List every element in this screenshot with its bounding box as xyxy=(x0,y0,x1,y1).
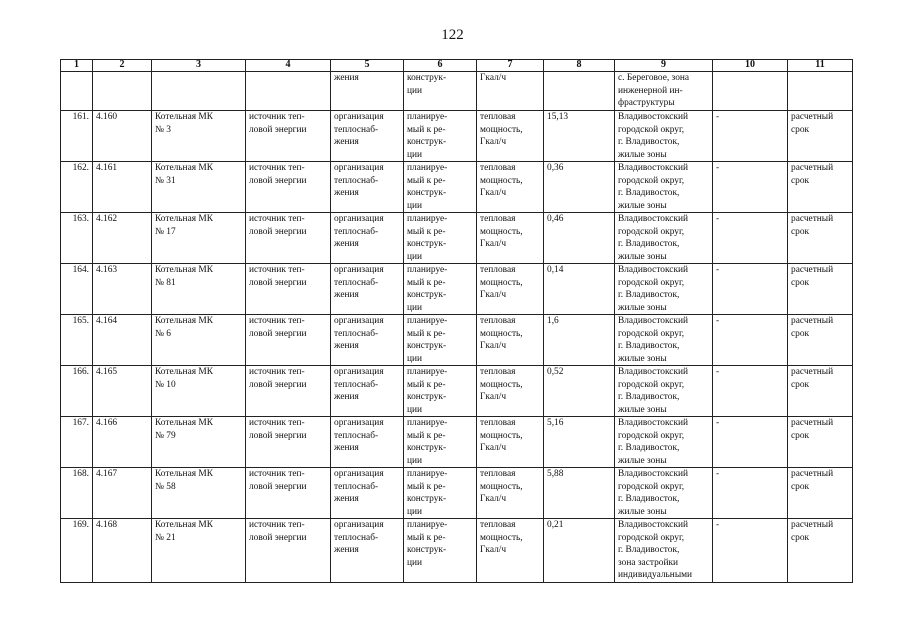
table-cell: - xyxy=(713,417,788,468)
table-cell: источник теп- ловой энергии xyxy=(246,264,331,315)
table-row xyxy=(61,213,853,264)
table-cell: Котельная МК № 17 xyxy=(152,213,246,264)
table-cell: расчетный срок xyxy=(788,417,853,468)
table-cell: 4.161 xyxy=(93,162,152,213)
table-cell: с. Береговое, зона инженерной ин- фраструктуры xyxy=(615,72,713,111)
table-cell: планируе- мый к ре- конструк- ции xyxy=(404,111,477,162)
table-cell: 4.165 xyxy=(93,366,152,417)
column-header: 1 xyxy=(61,60,93,72)
table-cell: планируе- мый к ре- конструк- ции xyxy=(404,519,477,583)
table-cell: организация теплоснаб- жения xyxy=(331,162,404,213)
table-cell: тепловая мощность, Гкал/ч xyxy=(477,468,544,519)
table-cell: 4.160 xyxy=(93,111,152,162)
table-cell: - xyxy=(713,213,788,264)
table-cell: планируе- мый к ре- конструк- ции xyxy=(404,162,477,213)
table-cell: источник теп- ловой энергии xyxy=(246,366,331,417)
table-cell: источник теп- ловой энергии xyxy=(246,417,331,468)
table-cell: Котельная МК № 81 xyxy=(152,264,246,315)
table-cell: организация теплоснаб- жения xyxy=(331,519,404,583)
table-cell: расчетный срок xyxy=(788,111,853,162)
table-cell: 0,14 xyxy=(544,264,615,315)
table-cell: 5,88 xyxy=(544,468,615,519)
table-cell: Владивостокский городской округ, г. Владивосток, зона застройки индивидуальными xyxy=(615,519,713,583)
column-header: 2 xyxy=(93,60,152,72)
table-cell: тепловая мощность, Гкал/ч xyxy=(477,366,544,417)
table-cell: тепловая мощность, Гкал/ч xyxy=(477,417,544,468)
table-cell: организация теплоснаб- жения xyxy=(331,213,404,264)
table-cell: 1,6 xyxy=(544,315,615,366)
table-cell: источник теп- ловой энергии xyxy=(246,519,331,583)
table-cell xyxy=(93,72,152,111)
table-cell: Котельная МК № 58 xyxy=(152,468,246,519)
table-cell: организация теплоснаб- жения xyxy=(331,366,404,417)
table-cell: расчетный срок xyxy=(788,315,853,366)
table-cell: расчетный срок xyxy=(788,519,853,583)
table-cell: 163. xyxy=(61,213,93,264)
table-cell: тепловая мощность, Гкал/ч xyxy=(477,162,544,213)
table-cell xyxy=(544,72,615,111)
table-cell: тепловая мощность, Гкал/ч xyxy=(477,213,544,264)
table-cell: источник теп- ловой энергии xyxy=(246,111,331,162)
table-cell: 4.163 xyxy=(93,264,152,315)
table-cell: Владивостокский городской округ, г. Владивосток, жилые зоны xyxy=(615,111,713,162)
table-cell xyxy=(713,72,788,111)
table-cell: - xyxy=(713,264,788,315)
table-cell: организация теплоснаб- жения xyxy=(331,264,404,315)
table-cell: - xyxy=(713,162,788,213)
table-cell: Котельная МК № 21 xyxy=(152,519,246,583)
table-cell: 0,46 xyxy=(544,213,615,264)
table-cell: расчетный срок xyxy=(788,468,853,519)
table-cell: организация теплоснаб- жения xyxy=(331,468,404,519)
table-cell: Котельная МК № 31 xyxy=(152,162,246,213)
table-cell: Владивостокский городской округ, г. Владивосток, жилые зоны xyxy=(615,315,713,366)
table-cell: Котельная МК № 10 xyxy=(152,366,246,417)
table-cell: 4.164 xyxy=(93,315,152,366)
table-cell: 166. xyxy=(61,366,93,417)
table-row xyxy=(61,315,853,366)
table-cell: Владивостокский городской округ, г. Владивосток, жилые зоны xyxy=(615,213,713,264)
table-cell: жения xyxy=(331,72,404,111)
table-cell: 4.166 xyxy=(93,417,152,468)
table-cell xyxy=(61,72,93,111)
table-cell: Владивостокский городской округ, г. Владивосток, жилые зоны xyxy=(615,264,713,315)
table-cell: 0,21 xyxy=(544,519,615,583)
column-header: 6 xyxy=(404,60,477,72)
table-cell: 15,13 xyxy=(544,111,615,162)
table-cell: - xyxy=(713,111,788,162)
table-cell: 4.168 xyxy=(93,519,152,583)
column-header: 3 xyxy=(152,60,246,72)
table-cell xyxy=(152,72,246,111)
table-cell: конструк- ции xyxy=(404,72,477,111)
table-cell: 165. xyxy=(61,315,93,366)
table-cell: планируе- мый к ре- конструк- ции xyxy=(404,468,477,519)
table-cell: тепловая мощность, Гкал/ч xyxy=(477,315,544,366)
table-cell: 162. xyxy=(61,162,93,213)
table-cell xyxy=(788,72,853,111)
table-cell: организация теплоснаб- жения xyxy=(331,315,404,366)
table-row xyxy=(61,519,853,583)
column-header: 5 xyxy=(331,60,404,72)
table-cell: планируе- мый к ре- конструк- ции xyxy=(404,264,477,315)
table-cell: организация теплоснаб- жения xyxy=(331,111,404,162)
table-cell: 5,16 xyxy=(544,417,615,468)
table-cell: 0,52 xyxy=(544,366,615,417)
table-row xyxy=(61,468,853,519)
table-cell: 164. xyxy=(61,264,93,315)
table-cell: расчетный срок xyxy=(788,213,853,264)
table-cell: расчетный срок xyxy=(788,264,853,315)
table-cell: - xyxy=(713,468,788,519)
table-row xyxy=(61,366,853,417)
table-cell: Владивостокский городской округ, г. Владивосток, жилые зоны xyxy=(615,366,713,417)
column-header: 9 xyxy=(615,60,713,72)
table-cell: Котельная МК № 3 xyxy=(152,111,246,162)
table-cell: источник теп- ловой энергии xyxy=(246,468,331,519)
table-cell: Владивостокский городской округ, г. Владивосток, жилые зоны xyxy=(615,417,713,468)
table-cell: тепловая мощность, Гкал/ч xyxy=(477,111,544,162)
table-row xyxy=(61,417,853,468)
table-cell: Владивостокский городской округ, г. Владивосток, жилые зоны xyxy=(615,162,713,213)
column-header: 4 xyxy=(246,60,331,72)
table-row xyxy=(61,111,853,162)
table-cell: Гкал/ч xyxy=(477,72,544,111)
table-cell: тепловая мощность, Гкал/ч xyxy=(477,264,544,315)
table-row xyxy=(61,162,853,213)
header-row xyxy=(61,60,853,72)
table-cell: источник теп- ловой энергии xyxy=(246,213,331,264)
column-header: 11 xyxy=(788,60,853,72)
table-cell: планируе- мый к ре- конструк- ции xyxy=(404,417,477,468)
table-cell: Котельная МК № 79 xyxy=(152,417,246,468)
table-cell: тепловая мощность, Гкал/ч xyxy=(477,519,544,583)
table-cell: Владивостокский городской округ, г. Владивосток, жилые зоны xyxy=(615,468,713,519)
table-cell: источник теп- ловой энергии xyxy=(246,315,331,366)
table-cell: 169. xyxy=(61,519,93,583)
table-cell: планируе- мый к ре- конструк- ции xyxy=(404,366,477,417)
table-cell: планируе- мый к ре- конструк- ции xyxy=(404,315,477,366)
column-header: 8 xyxy=(544,60,615,72)
table-cell: планируе- мый к ре- конструк- ции xyxy=(404,213,477,264)
column-header: 7 xyxy=(477,60,544,72)
table-cell: 168. xyxy=(61,468,93,519)
table-cell: расчетный срок xyxy=(788,366,853,417)
continuation-row xyxy=(61,72,853,111)
table-cell: - xyxy=(713,366,788,417)
table-cell: источник теп- ловой энергии xyxy=(246,162,331,213)
table-cell xyxy=(246,72,331,111)
table-cell: - xyxy=(713,315,788,366)
table-cell: 4.167 xyxy=(93,468,152,519)
table-cell: 0,36 xyxy=(544,162,615,213)
table-cell: 167. xyxy=(61,417,93,468)
registry-table xyxy=(60,59,853,583)
table-cell: организация теплоснаб- жения xyxy=(331,417,404,468)
table-cell: Котельная МК № 6 xyxy=(152,315,246,366)
table-cell: расчетный срок xyxy=(788,162,853,213)
table-cell: 4.162 xyxy=(93,213,152,264)
table-row xyxy=(61,264,853,315)
table-cell: - xyxy=(713,519,788,583)
page-number: 122 xyxy=(441,27,464,43)
column-header: 10 xyxy=(713,60,788,72)
table-cell: 161. xyxy=(61,111,93,162)
